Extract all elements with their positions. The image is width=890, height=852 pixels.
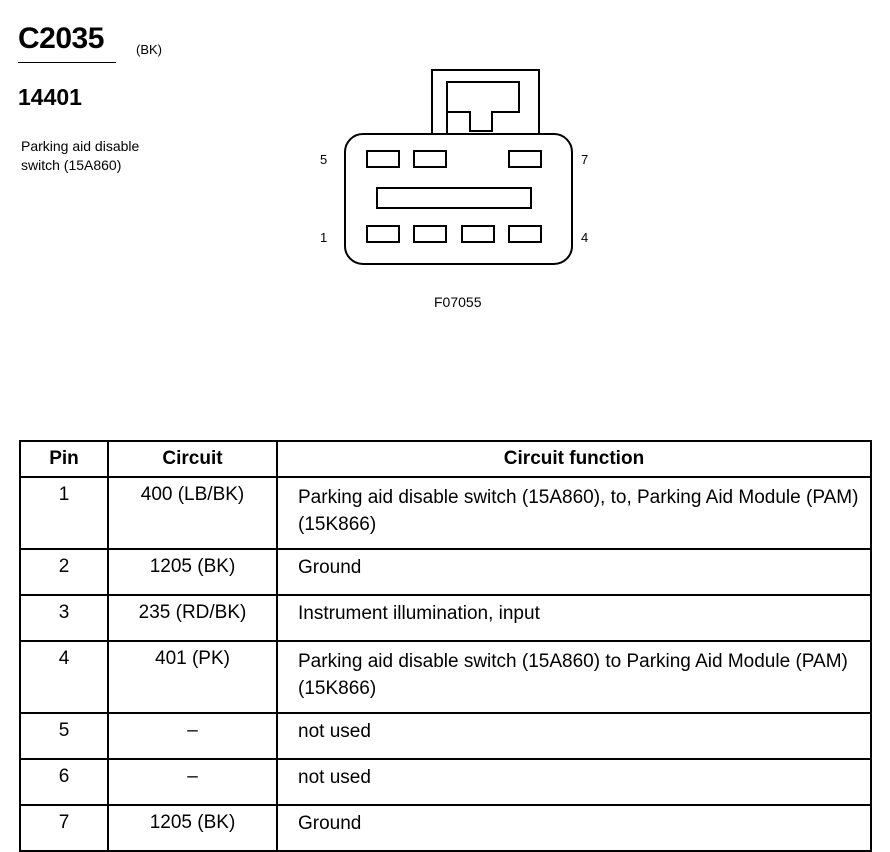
- function-cell: Parking aid disable switch (15A860), to, Parking Aid Module (PAM) (15K866): [277, 477, 871, 549]
- connector-key-bar: [377, 188, 531, 208]
- pin-cell: 2: [20, 549, 108, 595]
- description-line-2: switch (15A860): [21, 157, 122, 173]
- circuit-cell: 1205 (BK): [108, 805, 277, 851]
- pin-cell: 3: [20, 595, 108, 641]
- function-cell: not used: [277, 713, 871, 759]
- locking-tab-outer: [432, 70, 539, 134]
- cavity-pin-3: [462, 226, 494, 242]
- table-row: [20, 805, 871, 851]
- connector-color: (BK): [136, 42, 162, 57]
- pin-cell: 5: [20, 713, 108, 759]
- circuit-cell: –: [108, 759, 277, 805]
- function-cell: not used: [277, 759, 871, 805]
- pin-cell: 6: [20, 759, 108, 805]
- cavity-pin-6: [414, 151, 446, 167]
- table-row: [20, 595, 871, 641]
- circuit-cell: 1205 (BK): [108, 549, 277, 595]
- pin-cell: 7: [20, 805, 108, 851]
- circuit-cell: 400 (LB/BK): [108, 477, 277, 549]
- table-header-row: [20, 441, 871, 477]
- cavity-pin-7: [509, 151, 541, 167]
- function-cell: Ground: [277, 549, 871, 595]
- circuit-cell: –: [108, 713, 277, 759]
- cavity-pin-4: [509, 226, 541, 242]
- table-row: [20, 549, 871, 595]
- function-cell: Ground: [277, 805, 871, 851]
- figure-id: F07055: [434, 294, 482, 310]
- connector-face-diagram: [300, 60, 590, 270]
- title-underline: [18, 62, 116, 63]
- connector-housing: [345, 134, 572, 264]
- circuit-cell: 235 (RD/BK): [108, 595, 277, 641]
- pin-label-5: 5: [320, 152, 328, 167]
- locking-tab-latch: [447, 82, 519, 134]
- function-cell: Parking aid disable switch (15A860) to Parking Aid Module (PAM) (15K866): [277, 641, 871, 713]
- table-row: [20, 477, 871, 549]
- circuit-cell: 401 (PK): [108, 641, 277, 713]
- table-row: [20, 713, 871, 759]
- connector-id: C2035: [18, 22, 104, 55]
- header-circuit: Circuit: [108, 441, 277, 477]
- header-pin: Pin: [20, 441, 108, 477]
- part-number: 14401: [18, 84, 82, 110]
- header-circuit-function: Circuit function: [277, 441, 871, 477]
- function-cell: Instrument illumination, input: [277, 595, 871, 641]
- connector-description: [21, 137, 191, 175]
- pin-label-4: 4: [581, 230, 589, 245]
- table-row: [20, 759, 871, 805]
- pin-label-7: 7: [581, 152, 589, 167]
- cavity-pin-2: [414, 226, 446, 242]
- pin-label-1: 1: [320, 230, 328, 245]
- pin-circuit-table: [19, 440, 872, 852]
- table-row: [20, 641, 871, 713]
- description-line-1: Parking aid disable: [21, 138, 140, 154]
- pin-cell: 1: [20, 477, 108, 549]
- cavity-pin-5: [367, 151, 399, 167]
- cavity-pin-1: [367, 226, 399, 242]
- pin-cell: 4: [20, 641, 108, 713]
